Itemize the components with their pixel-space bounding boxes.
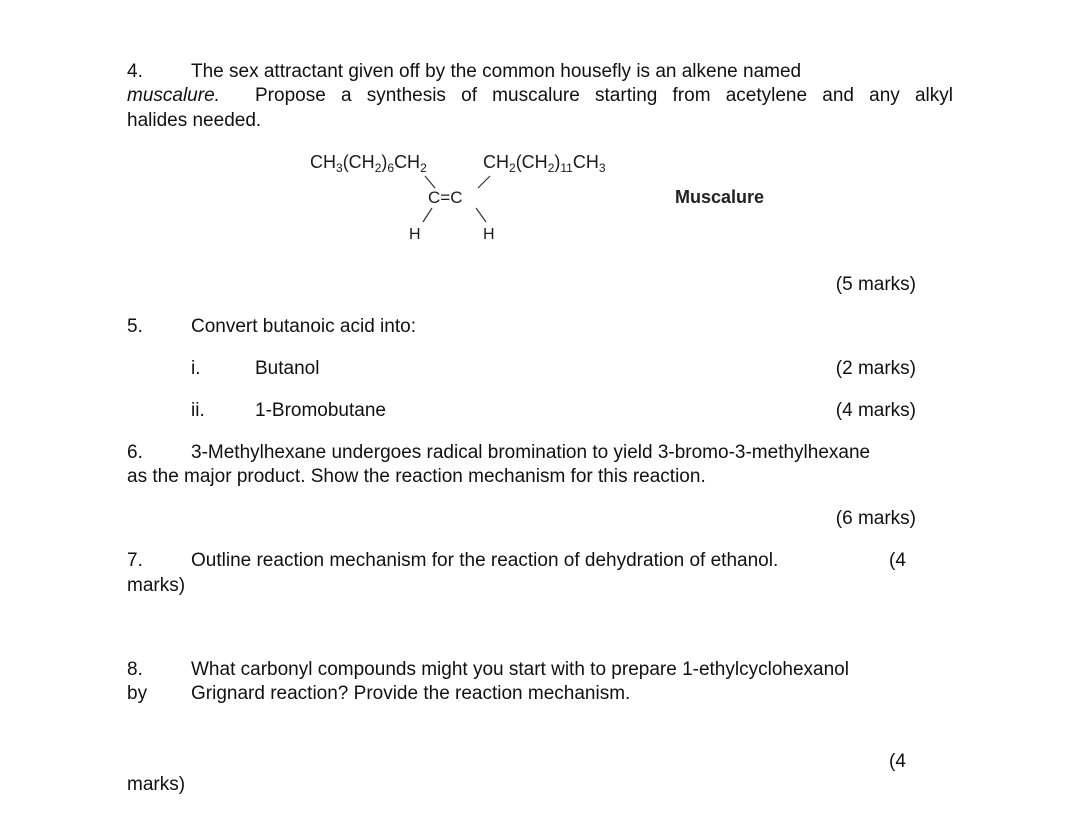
q5-part-ii-number: ii. (191, 400, 205, 421)
q5-text: Convert butanoic acid into: (191, 316, 416, 337)
q8-text-line1: What carbonyl compounds might you start with to prepare 1-ethylcyclohexanol (191, 659, 849, 680)
q8-marks-close: marks) (127, 774, 186, 795)
q5-part-i-text: Butanol (255, 358, 320, 379)
q7-text: Outline reaction mechanism for the reaction of dehydration of ethanol. (191, 550, 779, 571)
q5-part-ii-text: 1-Bromobutane (255, 400, 386, 421)
q4-muscalure-word: muscalure. (127, 85, 220, 106)
q8-number: 8. (127, 659, 143, 680)
q4-text-line2: Propose a synthesis of muscalure starting from acetylene and any alkyl (255, 85, 953, 106)
q6-marks: (6 marks) (835, 508, 916, 529)
q5-part-i-marks: (2 marks) (835, 358, 916, 379)
q5-part-i-number: i. (191, 358, 201, 379)
right-substituent: $CH_2(CH_2)_{11}CH_3$ (483, 152, 606, 175)
compound-label: Muscalure (675, 187, 765, 207)
q4-text-line3: halides needed. (127, 110, 262, 131)
q7-number: 7. (127, 550, 143, 571)
q4-text-line1: The sex attractant given off by the common housefly is an alkene named (191, 61, 802, 82)
q6-text-line1: 3-Methylhexane undergoes radical bromination to yield 3-bromo-3-methylhexane (191, 442, 871, 463)
q6-number: 6. (127, 442, 143, 463)
double-bond: C=C (428, 188, 463, 207)
q5-number: 5. (127, 316, 143, 337)
q5-part-ii-marks: (4 marks) (835, 400, 916, 421)
q8-marks-open: (4 (889, 751, 906, 772)
q6-text-line2: as the major product. Show the reaction mechanism for this reaction. (127, 466, 706, 487)
q8-text-line2: Grignard reaction? Provide the reaction mechanism. (191, 683, 631, 704)
h-right: H (483, 226, 495, 243)
q4-number: 4. (127, 61, 143, 82)
h-left: H (409, 226, 421, 243)
q8-by: by (127, 683, 148, 704)
left-substituent: $CH_3(CH_2)_6CH_2$ (310, 152, 427, 175)
q4-marks: (5 marks) (835, 274, 916, 295)
q7-marks-open: (4 (889, 550, 906, 571)
q7-marks-close: marks) (127, 575, 186, 596)
